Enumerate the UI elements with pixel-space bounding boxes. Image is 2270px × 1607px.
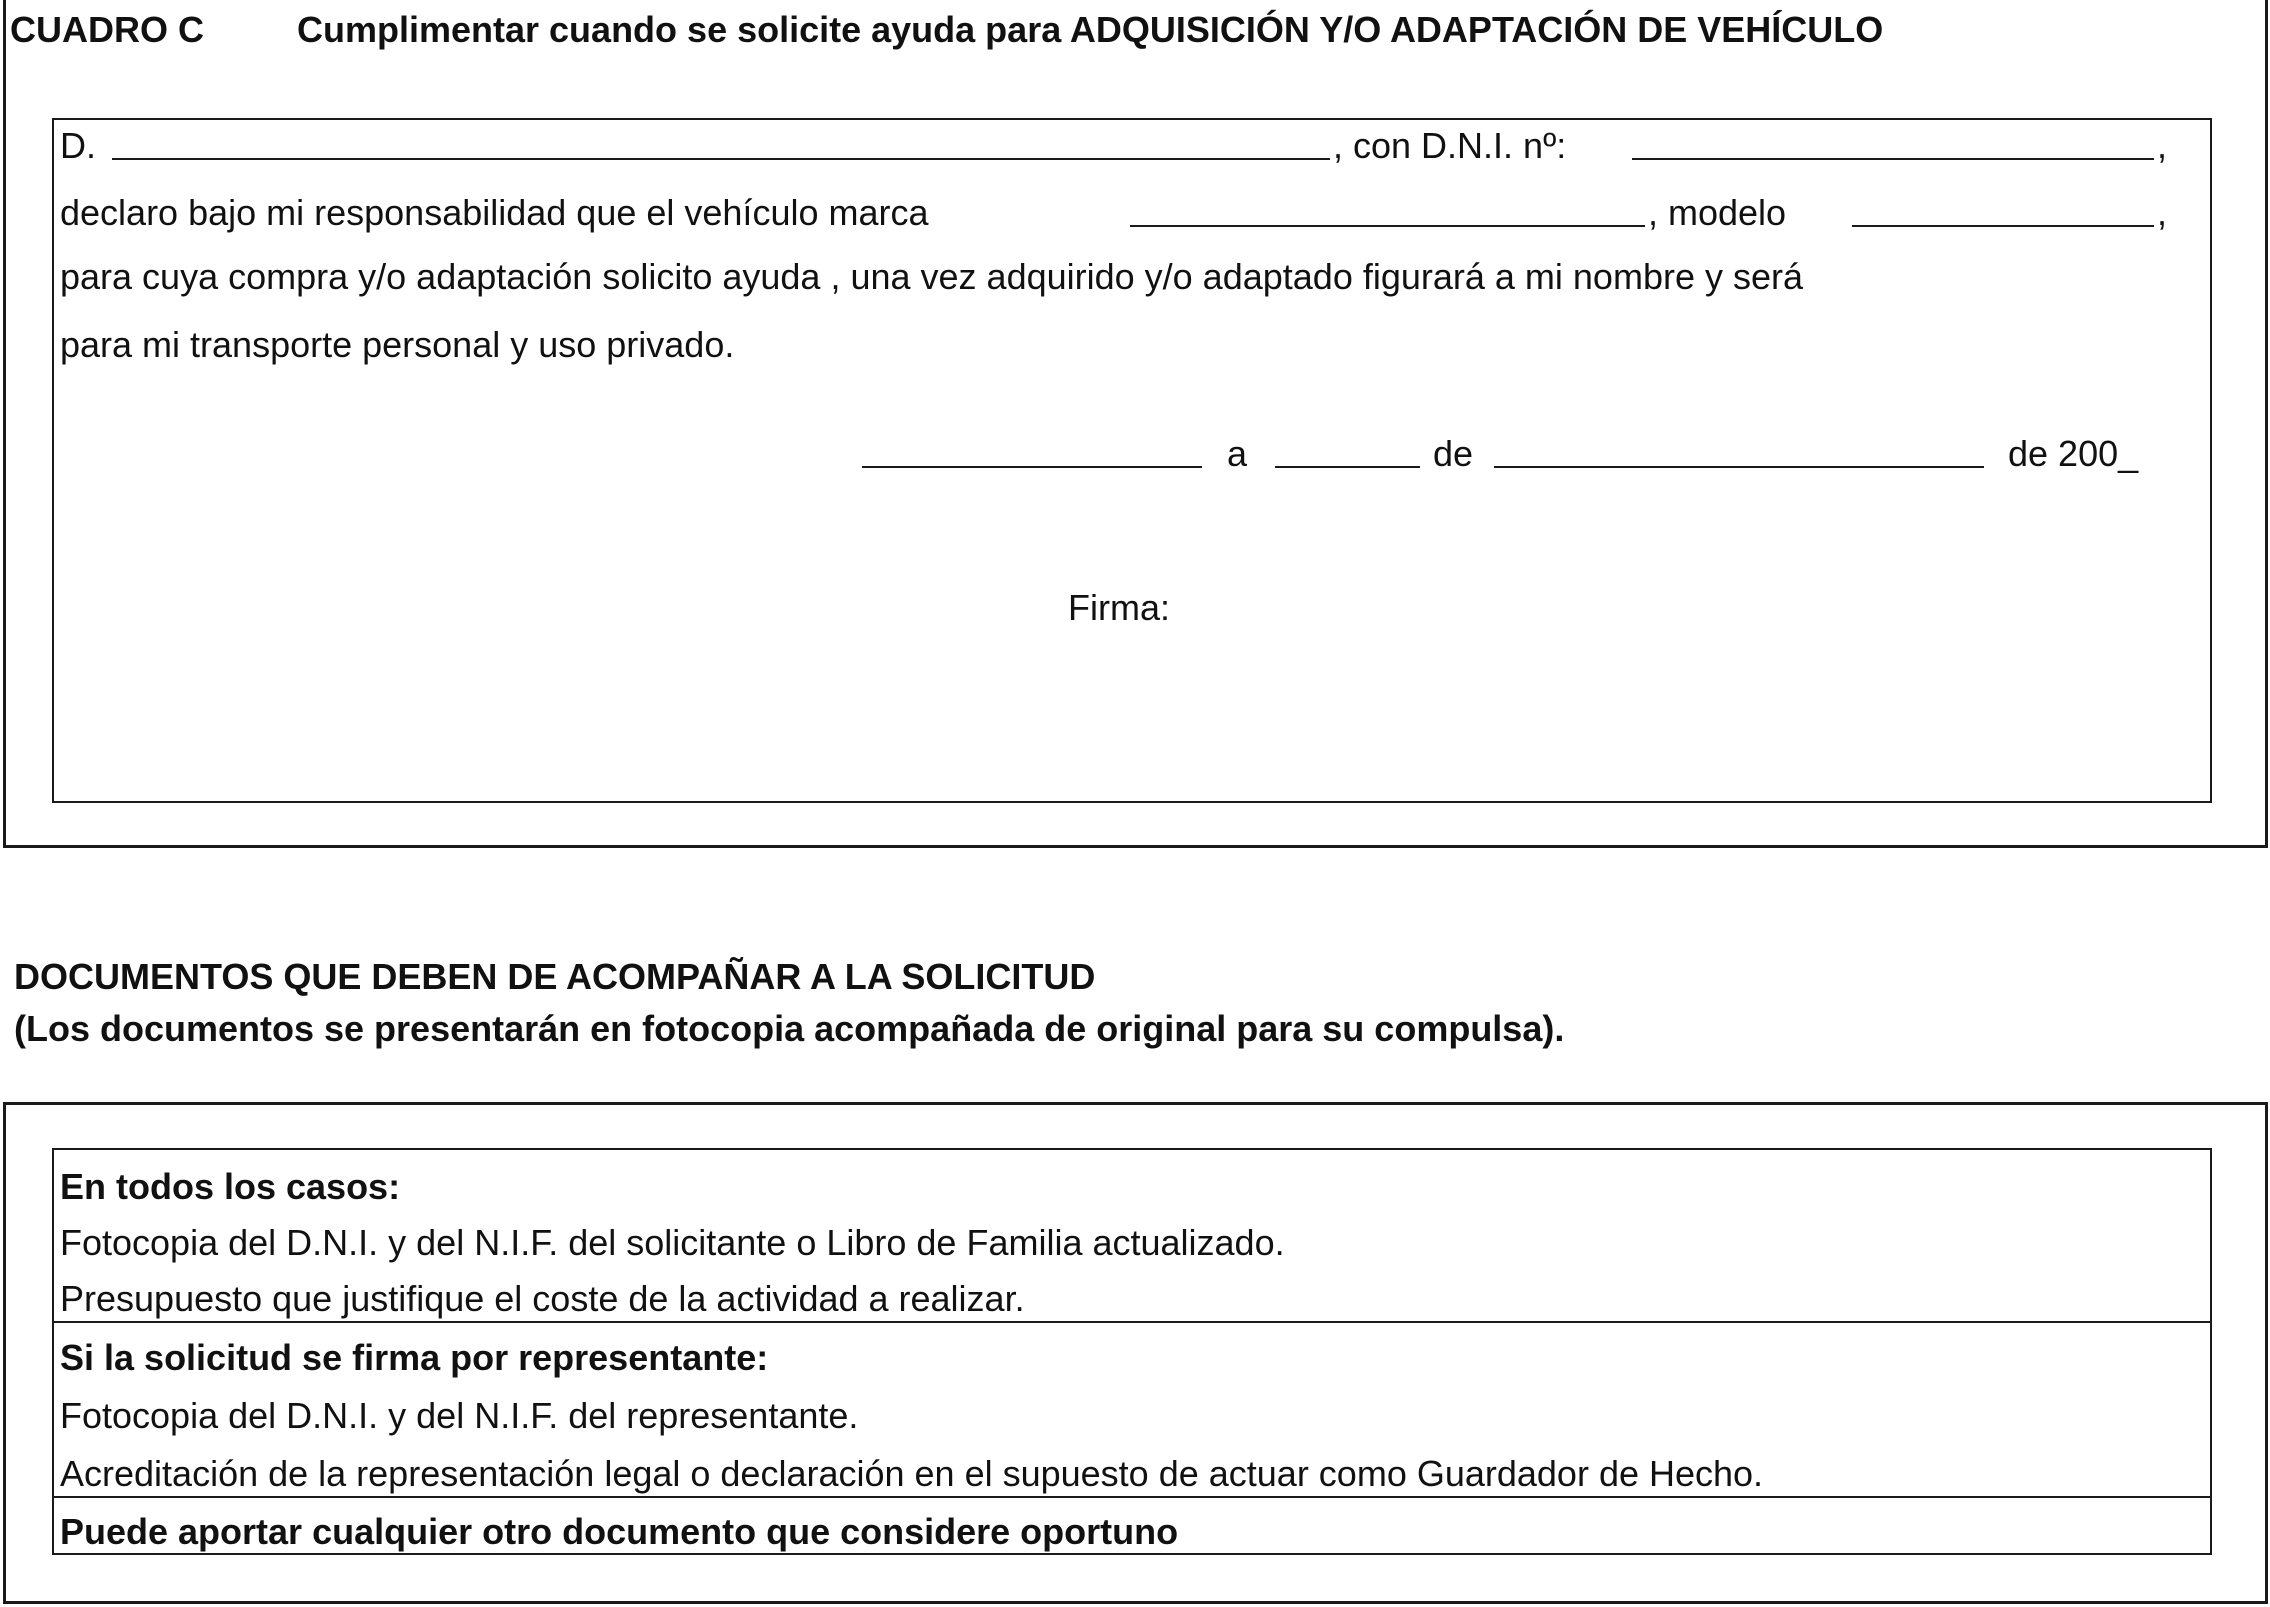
date-year-label: de 200_ (2008, 433, 2139, 474)
vehicle-brand-label: declaro bajo mi responsabilidad que el vehículo marca (60, 192, 929, 233)
vehicle-model-field[interactable] (1852, 225, 2154, 227)
vehicle-brand-field[interactable] (1130, 225, 1645, 227)
date-place-field[interactable] (862, 466, 1202, 468)
line1-comma: , (2157, 125, 2168, 166)
list-item: Acreditación de la representación legal o declaración en el supuesto de actuar como Guardador de Hecho. (60, 1453, 1764, 1494)
dni-label: , con D.N.I. nº: (1333, 125, 1567, 166)
date-month-field[interactable] (1494, 466, 1984, 468)
signature-label: Firma: (1068, 587, 1170, 628)
date-a-label: a (1227, 433, 1248, 474)
list-item: Fotocopia del D.N.I. y del N.I.F. del representante. (60, 1395, 859, 1436)
cuadro-c-label: CUADRO C (10, 9, 204, 50)
documents-heading: DOCUMENTOS QUE DEBEN DE ACOMPAÑAR A LA SOLICITUD (14, 956, 1096, 997)
list-item: Presupuesto que justifique el coste de la actividad a realizar. (60, 1278, 1025, 1319)
line2-comma: , (2157, 192, 2168, 233)
section-title-representative: Si la solicitud se firma por representante: (60, 1337, 769, 1378)
declaration-line-4: para mi transporte personal y uso privado. (60, 324, 735, 365)
vehicle-model-label: , modelo (1648, 192, 1787, 233)
section-title-other-documents: Puede aportar cualquier otro documento que considere oportuno (60, 1511, 1179, 1552)
name-field[interactable] (112, 158, 1330, 160)
cuadro-c-title: Cumplimentar cuando se solicite ayuda para ADQUISICIÓN Y/O ADAPTACIÓN DE VEHÍCULO (297, 9, 1884, 50)
date-de-label: de (1433, 433, 1474, 474)
section-divider (52, 1321, 2212, 1323)
section-title-all-cases: En todos los casos: (60, 1166, 401, 1207)
documents-subheading: (Los documentos se presentarán en fotocopia acompañada de original para su compulsa). (14, 1008, 1565, 1049)
date-day-field[interactable] (1275, 466, 1420, 468)
declaration-line-3: para cuya compra y/o adaptación solicito ayuda , una vez adquirido y/o adaptado figurará a mi nombre y será (60, 256, 1804, 297)
dni-field[interactable] (1632, 158, 2154, 160)
name-prefix: D. (60, 125, 96, 166)
section-divider (52, 1496, 2212, 1498)
list-item: Fotocopia del D.N.I. y del N.I.F. del solicitante o Libro de Familia actualizado. (60, 1222, 1285, 1263)
signature-area[interactable] (862, 628, 1362, 778)
